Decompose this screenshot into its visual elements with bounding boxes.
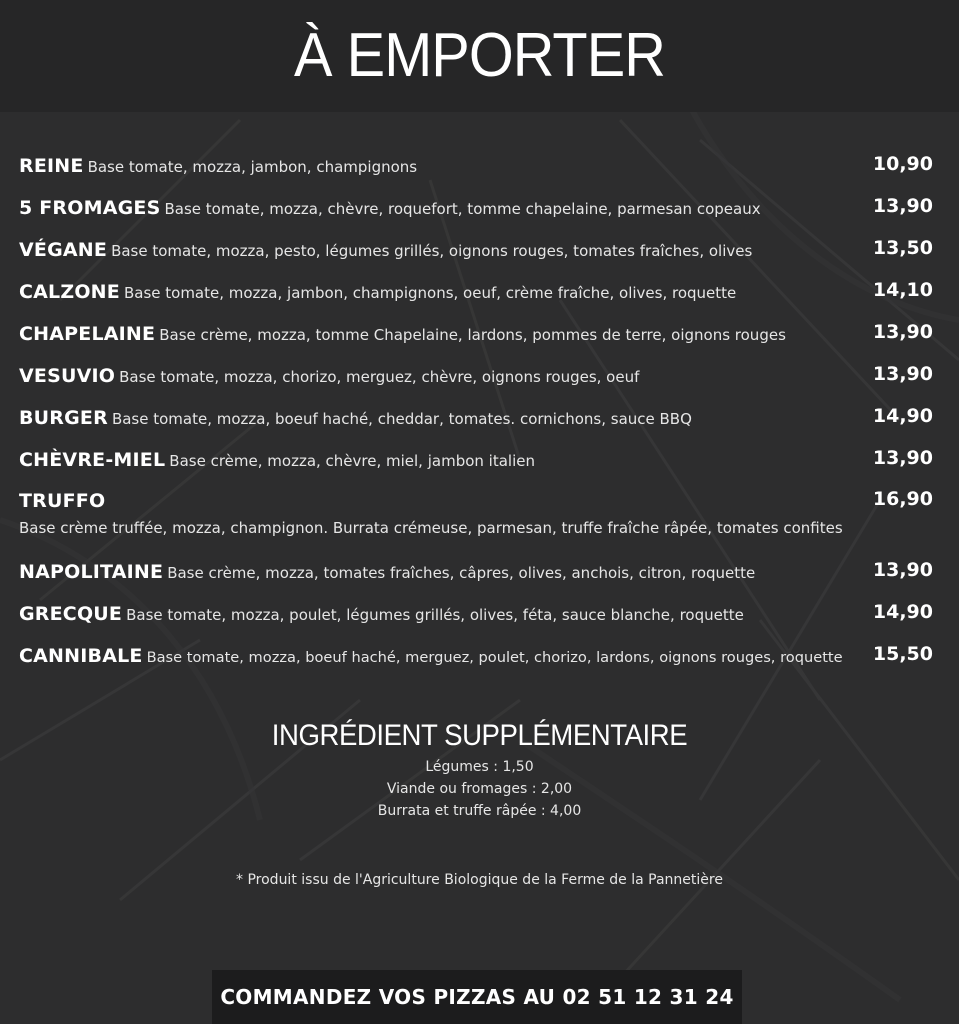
pizza-price: 13,90	[872, 321, 933, 343]
pizza-name: CANNIBALE	[19, 645, 143, 667]
menu-item-line	[19, 407, 692, 429]
page-title: À EMPORTER	[294, 21, 665, 90]
menu-item-line	[19, 449, 535, 471]
pizza-price: 13,90	[872, 559, 933, 581]
organic-footnote: * Produit issu de l'Agriculture Biologique de la Ferme de la Pannetière	[236, 872, 723, 888]
pizza-name: CALZONE	[19, 281, 120, 303]
order-phone-text: COMMANDEZ VOS PIZZAS AU 02 51 12 31 24	[220, 985, 734, 1009]
menu-item	[0, 365, 959, 405]
pizza-description: Base tomate, mozza, chèvre, roquefort, tomme chapelaine, parmesan copeaux	[164, 200, 761, 218]
menu-item	[0, 645, 959, 685]
pizza-price: 13,90	[872, 447, 933, 469]
pizza-name: NAPOLITAINE	[19, 561, 164, 583]
pizza-name: GRECQUE	[19, 603, 123, 625]
order-banner	[212, 970, 742, 1024]
pizza-name: CHAPELAINE	[19, 323, 156, 345]
pizza-price: 15,50	[872, 643, 933, 665]
menu-item	[0, 407, 959, 447]
menu-item-line	[19, 239, 752, 261]
menu-item	[0, 323, 959, 363]
menu-item	[0, 603, 959, 643]
extras-line: Burrata et truffe râpée : 4,00	[377, 803, 582, 819]
pizza-description: Base tomate, mozza, boeuf haché, cheddar, tomates. cornichons, sauce BBQ	[111, 410, 692, 428]
pizza-description: Base crème truffée, mozza, champignon. Burrata crémeuse, parmesan, truffe fraîche râpée, tomates confites	[19, 519, 843, 537]
menu-item-line	[19, 323, 786, 345]
menu-item-line	[19, 561, 755, 583]
pizza-description: Base tomate, mozza, jambon, champignons	[87, 158, 418, 176]
pizza-name: VÉGANE	[19, 239, 108, 261]
pizza-price: 14,90	[872, 601, 933, 623]
extras-line: Légumes : 1,50	[425, 759, 534, 775]
menu-item	[0, 239, 959, 279]
pizza-description: Base tomate, mozza, jambon, champignons, oeuf, crème fraîche, olives, roquette	[123, 284, 737, 302]
pizza-description: Base tomate, mozza, pesto, légumes grillés, oignons rouges, tomates fraîches, olives	[111, 242, 753, 260]
pizza-description: Base tomate, mozza, chorizo, merguez, chèvre, oignons rouges, oeuf	[119, 368, 640, 386]
pizza-description: Base crème, mozza, chèvre, miel, jambon italien	[169, 452, 535, 470]
menu-item-line	[19, 197, 761, 219]
extras-title: INGRÉDIENT SUPPLÉMENTAIRE	[271, 719, 688, 752]
menu-item-line	[19, 365, 639, 387]
pizza-price: 13,50	[872, 237, 933, 259]
pizza-description: Base tomate, mozza, boeuf haché, merguez, poulet, chorizo, lardons, oignons rouges, roquette	[146, 649, 843, 666]
menu-item-line	[19, 645, 843, 667]
pizza-price: 16,90	[872, 488, 933, 510]
pizza-price: 13,90	[872, 363, 933, 385]
pizza-description: Base tomate, mozza, poulet, légumes grillés, olives, féta, sauce blanche, roquette	[126, 606, 744, 624]
pizza-name: 5 FROMAGES	[19, 197, 161, 219]
pizza-name: BURGER	[19, 407, 108, 429]
extras-section	[0, 716, 959, 822]
menu-item	[0, 561, 959, 601]
pizza-price: 10,90	[872, 153, 933, 175]
menu-item-line	[19, 603, 744, 625]
pizza-name: VESUVIO	[19, 365, 116, 387]
menu-item-line	[19, 155, 417, 177]
pizza-price: 13,90	[872, 195, 933, 217]
menu-item	[0, 155, 959, 195]
pizza-price: 14,90	[872, 405, 933, 427]
pizza-description: Base crème, mozza, tomme Chapelaine, lardons, pommes de terre, oignons rouges	[159, 326, 786, 344]
menu-item	[0, 490, 959, 550]
menu-item-line	[19, 281, 736, 303]
pizza-name: REINE	[19, 155, 84, 177]
menu-item	[0, 197, 959, 237]
menu-item	[0, 449, 959, 489]
pizza-name: TRUFFO	[19, 490, 106, 512]
extras-line: Viande ou fromages : 2,00	[386, 781, 573, 797]
pizza-price: 14,10	[872, 279, 933, 301]
menu-item	[0, 281, 959, 321]
pizza-name: CHÈVRE-MIEL	[19, 449, 166, 471]
menu-item-line	[19, 490, 105, 512]
pizza-description: Base crème, mozza, tomates fraîches, câpres, olives, anchois, citron, roquette	[167, 564, 756, 582]
